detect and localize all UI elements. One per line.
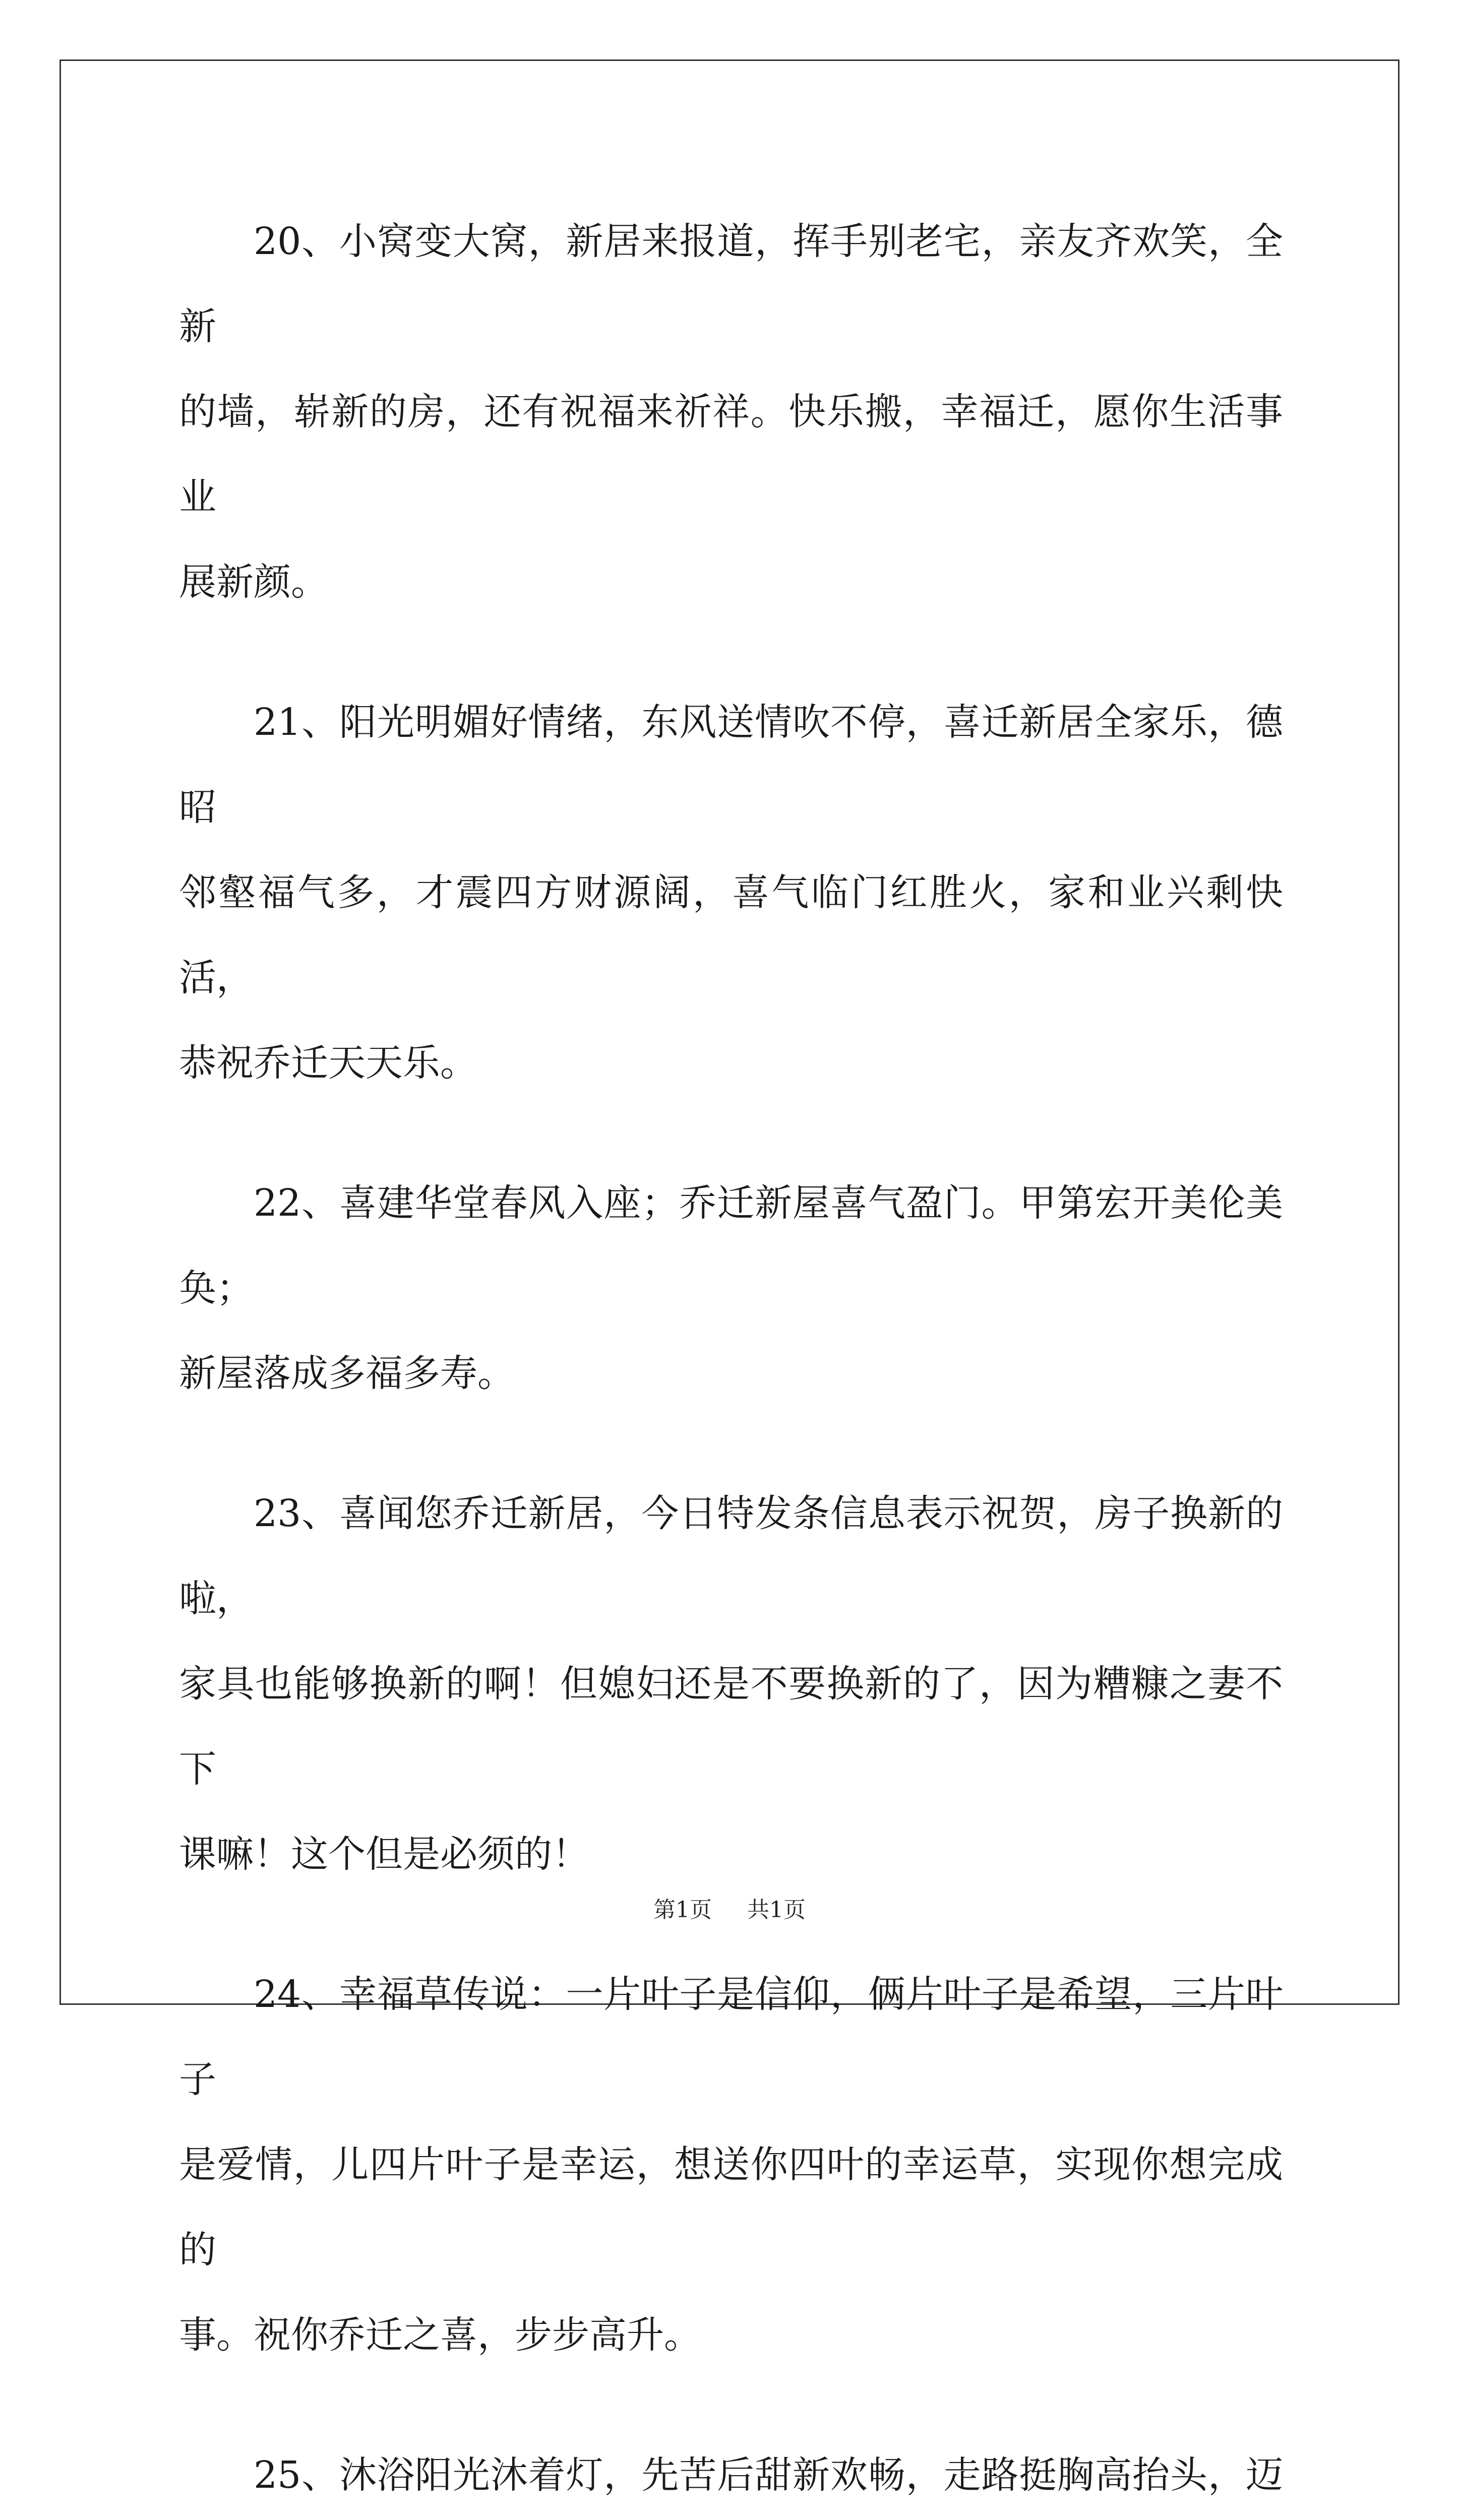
paragraph-line: 的墙，崭新的房，还有祝福来祈祥。快乐搬，幸福迁，愿你生活事业	[179, 390, 1283, 519]
document-body	[179, 199, 1283, 2520]
paragraph-22	[179, 1161, 1283, 1416]
paragraph-line: 22、喜建华堂春风入座；乔迁新屋喜气盈门。甲第宏开美伦美奂；	[179, 1181, 1283, 1310]
paragraph-line: 新屋落成多福多寿。	[179, 1352, 515, 1395]
paragraph-line: 家具也能够换新的啊！但媳妇还是不要换新的了，因为糟糠之妻不下	[179, 1662, 1283, 1791]
paragraph-line: 20、小窝变大窝，新居来报道，挥手别老宅，亲友齐欢笑，全新	[179, 220, 1283, 348]
paragraph-line: 25、沐浴阳光沐着灯，先苦后甜新欢畅，走路挺胸高抬头，迈	[254, 2453, 1283, 2497]
paragraph-25	[179, 2433, 1283, 2520]
paragraph-line: 恭祝乔迁天天乐。	[179, 1041, 477, 1085]
paragraph-line: 23、喜闻您乔迁新居，今日特发条信息表示祝贺，房子换新的啦，	[179, 1492, 1283, 1620]
paragraph-23	[179, 1471, 1283, 1897]
page-number-current: 第1页	[653, 1897, 712, 1923]
paragraph-line: 24、幸福草传说：一片叶子是信仰，俩片叶子是希望，三片叶子	[179, 1973, 1283, 2101]
paragraph-line: 是爱情，儿四片叶子是幸运，想送你四叶的幸运草，实现你想完成的	[179, 2143, 1283, 2272]
paragraph-24	[179, 1952, 1283, 2378]
paragraph-line: 展新颜。	[179, 560, 328, 604]
paragraph-line: 课嘛！这个但是必须的！	[179, 1833, 589, 1876]
paragraph-21	[179, 680, 1283, 1106]
paragraph-20	[179, 199, 1283, 625]
paragraph-line: 事。祝你乔迁之喜，步步高升。	[179, 2313, 701, 2357]
page-footer	[0, 1895, 1459, 1925]
page-number-total: 共1页	[747, 1897, 806, 1923]
paragraph-line: 21、阳光明媚好情绪，东风送情吹不停，喜迁新居全家乐，德昭	[179, 701, 1283, 829]
paragraph-line: 邻壑福气多，才震四方财源阔，喜气临门红胜火，家和业兴剩快活，	[179, 871, 1283, 999]
